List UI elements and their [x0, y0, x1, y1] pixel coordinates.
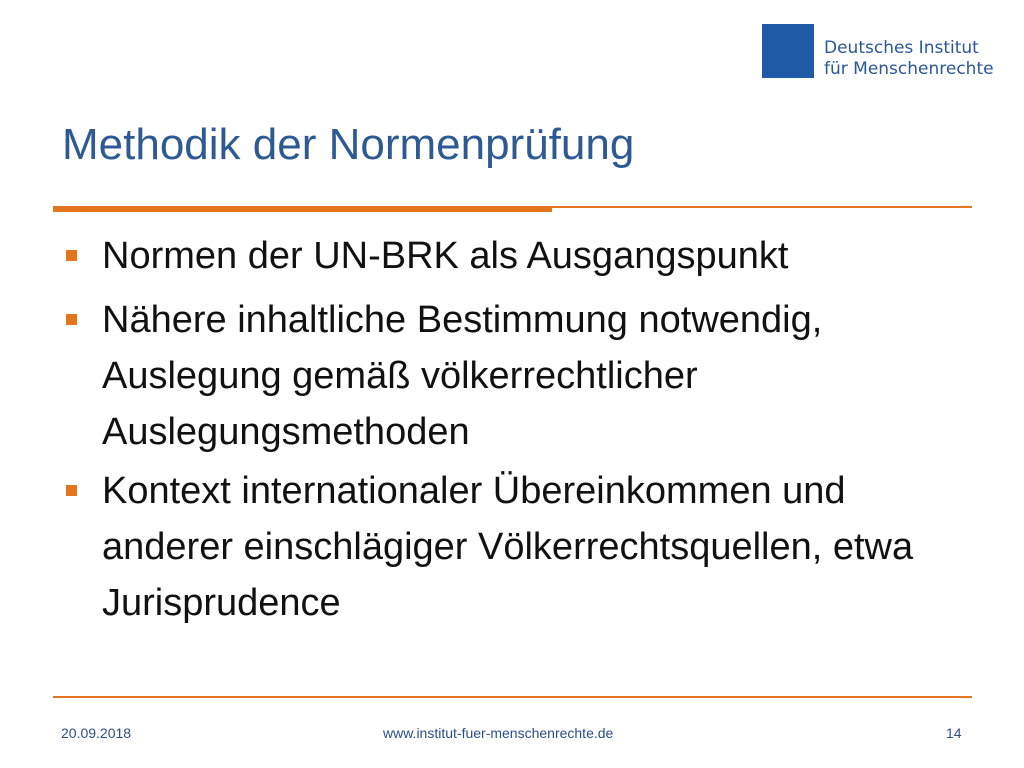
logo-square-icon — [762, 24, 814, 78]
logo-line-1: Deutsches Institut — [824, 38, 979, 58]
bullet-text: Nähere inhaltliche Bestimmung notwendig, Auslegung gemäß völkerrechtlicher Auslegungsmethoden — [102, 299, 823, 453]
bullet-item — [62, 463, 982, 631]
logo-line-2: für Menschenrechte — [824, 59, 994, 79]
bullet-list — [62, 228, 982, 634]
logo-text — [824, 38, 994, 80]
footer-url[interactable]: www.institut-fuer-menschenrechte.de — [383, 725, 614, 741]
page-number: 14 — [946, 725, 962, 741]
footer-divider — [53, 696, 972, 698]
bullet-item — [62, 292, 982, 460]
square-bullet-icon — [66, 250, 77, 261]
footer-date: 20.09.2018 — [61, 725, 132, 741]
bullet-text: Kontext internationaler Übereinkommen und anderer einschlägiger Völkerrechtsquellen, etwa Jurisprudence — [102, 470, 914, 624]
bullet-text: Normen der UN-BRK als Ausgangspunkt — [102, 235, 789, 277]
slide-title: Methodik der Normenprüfung — [62, 120, 635, 169]
bullet-item — [62, 228, 982, 284]
title-divider-thick — [53, 206, 552, 212]
institute-logo — [762, 24, 994, 80]
square-bullet-icon — [66, 314, 77, 325]
square-bullet-icon — [66, 485, 77, 496]
